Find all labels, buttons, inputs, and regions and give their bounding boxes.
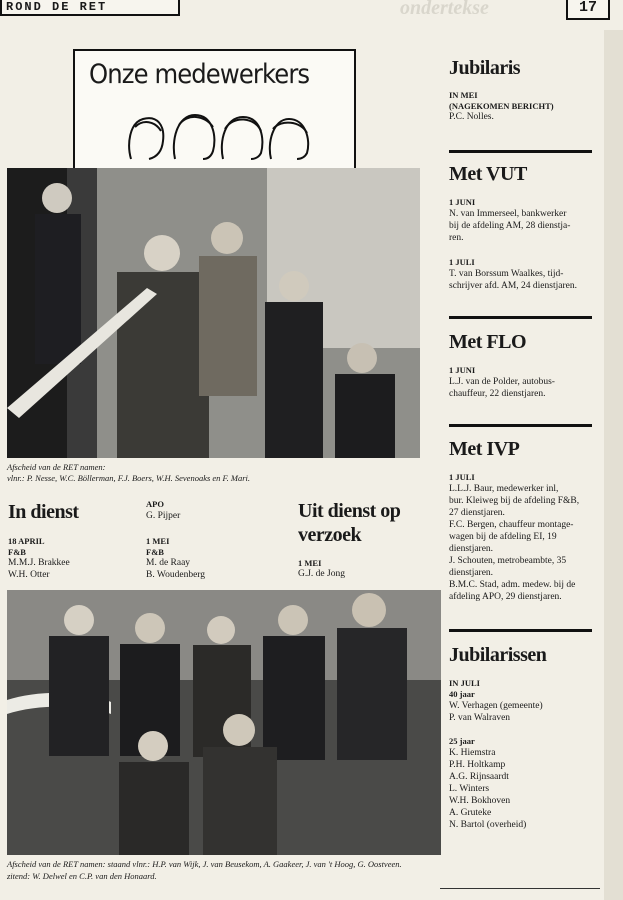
uit-dienst-date: 1 MEI [298, 558, 322, 568]
photo-illustration [7, 590, 441, 855]
divider [449, 316, 592, 319]
photo-top-caption-1: Afscheid van de RET namen: [7, 462, 106, 472]
ivp-date: 1 JULI [449, 472, 475, 482]
jubilaris-name: P.C. Nolles. [449, 112, 494, 122]
ivp-line: bur. Kleiweg bij de afdeling F&B, [449, 496, 580, 506]
apo-name-3: B. Woudenberg [146, 570, 206, 580]
page-edge-shadow [604, 30, 623, 900]
ivp-line: B.M.C. Stad, adm. medew. bij de [449, 580, 576, 590]
faded-show-through-text: ondertekse [400, 0, 489, 19]
apo-date: 1 MEI [146, 536, 170, 546]
page-number: 17 [566, 0, 610, 20]
divider [449, 150, 592, 153]
photo-bottom-caption-1: Afscheid van de RET namen: staand vlnr.: H.P. van Wijk, J. van Beusekom, A. Gaakeer, J. van 't Hoog, G. Oostveen. [7, 859, 402, 869]
jubilaris-date: IN MEI [449, 90, 478, 100]
jubilarissen-name: N. Bartol (overheid) [449, 820, 527, 830]
ivp-line: wagen bij de afdeling EI, 19 [449, 532, 557, 542]
photo-top-caption-2: vlnr.: P. Nesse, W.C. Böllerman, F.J. Boers, W.H. Sevenoaks en F. Mari. [7, 473, 251, 483]
jubilarissen-date: IN JULI [449, 678, 480, 688]
ivp-heading: Met IVP [449, 438, 520, 460]
uit-dienst-heading-1: Uit dienst op [298, 500, 401, 522]
vut-line: T. van Borssum Waalkes, tijd- [449, 269, 564, 279]
group-photo-bottom [7, 590, 441, 855]
jubilarissen-group2-label: 25 jaar [449, 736, 475, 746]
jubilarissen-name: L. Winters [449, 784, 490, 794]
ivp-line: F.C. Bergen, chauffeur montage- [449, 520, 574, 530]
jubilaris-note: (NAGEKOMEN BERICHT) [449, 101, 554, 111]
ivp-line: afdeling APO, 29 dienstjaren. [449, 592, 562, 602]
jubilarissen-name: A.G. Rijnsaardt [449, 772, 509, 782]
onze-medewerkers-logo [73, 49, 356, 182]
flo-line: chauffeur, 22 dienstjaren. [449, 389, 546, 399]
uit-dienst-heading-2: verzoek [298, 524, 362, 546]
ivp-line: dienstjaren. [449, 544, 494, 554]
vut-line: bij de afdeling AM, 28 dienstja- [449, 221, 571, 231]
in-dienst-dept: F&B [8, 547, 26, 557]
ivp-line: L.L.J. Baur, medewerker inl, [449, 484, 559, 494]
apo-name-2: M. de Raay [146, 558, 191, 568]
ivp-line: dienstjaren. [449, 568, 494, 578]
apo-dept2: F&B [146, 547, 164, 557]
jubilarissen-name: A. Gruteke [449, 808, 492, 818]
jubilarissen-name: P.H. Holtkamp [449, 760, 506, 770]
photo-bottom-caption-2: zitend: W. Delwel en C.P. van den Honaard. [7, 871, 157, 881]
jubilarissen-name: K. Hiemstra [449, 748, 496, 758]
photo-illustration [7, 168, 420, 458]
in-dienst-name: W.H. Otter [8, 570, 50, 580]
vut-line: schrijver afd. AM, 24 dienstjaren. [449, 281, 577, 291]
flo-line: L.J. van de Polder, autobus- [449, 377, 555, 387]
flo-heading: Met FLO [449, 331, 527, 353]
vut-heading: Met VUT [449, 163, 527, 185]
apo-dept: APO [146, 499, 164, 509]
vut-date-2: 1 JULI [449, 257, 475, 267]
logo-title: Onze medewerkers [89, 59, 310, 90]
in-dienst-heading: In dienst [8, 501, 79, 523]
uit-dienst-name: G.J. de Jong [298, 569, 345, 579]
in-dienst-name: M.M.J. Brakkee [8, 558, 70, 568]
ivp-line: J. Schouten, metrobeambte, 35 [449, 556, 567, 566]
section-header-label: ROND DE RET [0, 0, 180, 16]
ivp-line: 27 dienstjaren. [449, 508, 505, 518]
vut-date-1: 1 JUNI [449, 197, 476, 207]
jubilarissen-group1-label: 40 jaar [449, 689, 475, 699]
jubilarissen-name: W.H. Bokhoven [449, 796, 511, 806]
jubilarissen-heading: Jubilarissen [449, 644, 547, 666]
in-dienst-date: 18 APRIL [8, 536, 45, 546]
vut-line: N. van Immerseel, bankwerker [449, 209, 567, 219]
flo-date: 1 JUNI [449, 365, 476, 375]
group-photo-top [7, 168, 420, 458]
jubilarissen-name: W. Verhagen (gemeente) [449, 701, 543, 711]
apo-name: G. Pijper [146, 511, 181, 521]
jubilarissen-name: P. van Walraven [449, 713, 511, 723]
bottom-rule [440, 888, 600, 889]
jubilaris-heading: Jubilaris [449, 57, 521, 79]
vut-line: ren. [449, 233, 464, 243]
divider [449, 424, 592, 427]
divider [449, 629, 592, 632]
faces-drawing-icon [121, 101, 321, 161]
